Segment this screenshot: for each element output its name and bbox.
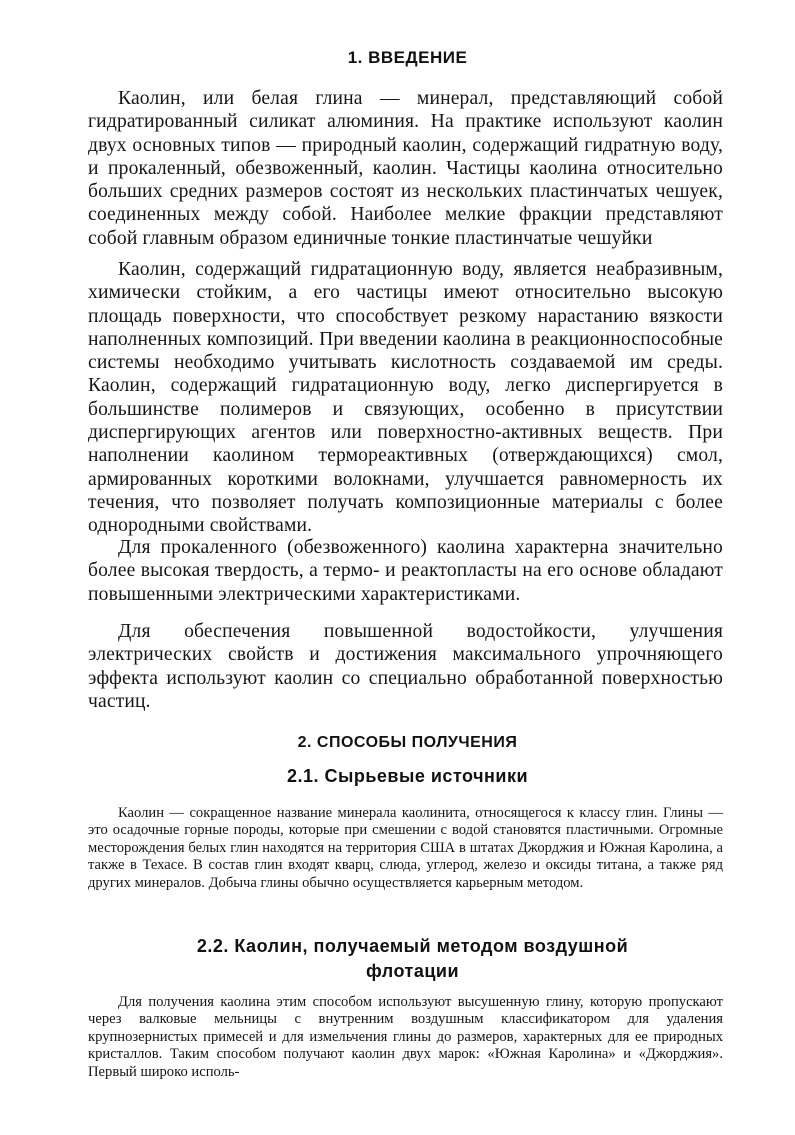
- paragraph-hydrated-kaolin: Каолин, содержащий гидратационную воду, является неабразивным, химически стойким, а его частицы имеют относительно высокую площадь поверхности, что способствует резкому нарастанию вязкости наполненных композиций. При введении каолина в реакционноспособные системы необходимо учитывать кислотность создаваемой им среды. Каолин, содержащий гидратационную воду, легко диспергируется в большинстве полимеров и связующих, особенно в присутствии диспергирующих агентов или поверхностно-активных веществ. При наполнении каолином термореактивных (отверждающихся) смол, армированных короткими волокнами, улучшается равномерность их течения, что позволяет получать композиционные материалы с более однородными свойствами.: [88, 259, 723, 537]
- paragraph-kaolin-definition: Каолин, или белая глина — минерал, представляющий собой гидратированный силикат алюминия. На практике используют каолин двух основных типов — природный каолин, содержащий гидратную воду, и прокаленный, обезвоженный, каолин. Частицы каолина относительно больших средних размеров состоят из нескольких пластинчатых чешуек, соединенных между собой. Наиболее мелкие фракции представляют собой главным образом единичные тонкие пластинчатые чешуйки: [88, 88, 723, 249]
- section-heading-introduction: 1. ВВЕДЕНИЕ: [347, 48, 468, 67]
- paragraph-treated-kaolin: Для обеспечения повышенной водостойкости, улучшения электрических свойств и достижения максимального упрочняющего эффекта используют каолин со специально обработанной поверхностью частиц.: [88, 621, 723, 712]
- paragraph-air-flotation: Для получения каолина этим способом используют высушенную глину, которую пропускают через валковые мельницы с внутренним воздушным классификатором для удаления крупнозернистых примесей и для измельчения глины до размеров, характерных для ее природных кристаллов. Таким способом получают каолин двух марок: «Южная Каролина» и «Джорджия». Первый широко исполь-: [88, 994, 723, 1080]
- section-heading-production-methods: 2. СПОСОБЫ ПОЛУЧЕНИЯ: [297, 734, 518, 751]
- paragraph-calcined-kaolin: Для прокаленного (обезвоженного) каолина характерна значительно более высокая твердость, а термо- и реактопласты на его основе обладают повышенными электрическими характеристиками.: [88, 537, 723, 605]
- paragraph-raw-sources: Каолин — сокращенное название минерала каолинита, относящегося к классу глин. Глины — это осадочные горные породы, которые при смешении с водой становятся пластичными. Огромные месторождения белых глин находятся на территория США в штатах Джорджия и Южная Каролина, а также в Техасе. В состав глин входят кварц, слюда, углерод, железо и оксиды титана, а также ряд других минералов. Добыча глины обычно осуществляется карьерным методом.: [88, 805, 723, 891]
- subsection-heading-air-flotation: 2.2. Каолин, получаемый методом воздушной флотации: [196, 936, 629, 981]
- subsection-heading-raw-sources: 2.1. Сырьевые источники: [286, 766, 529, 786]
